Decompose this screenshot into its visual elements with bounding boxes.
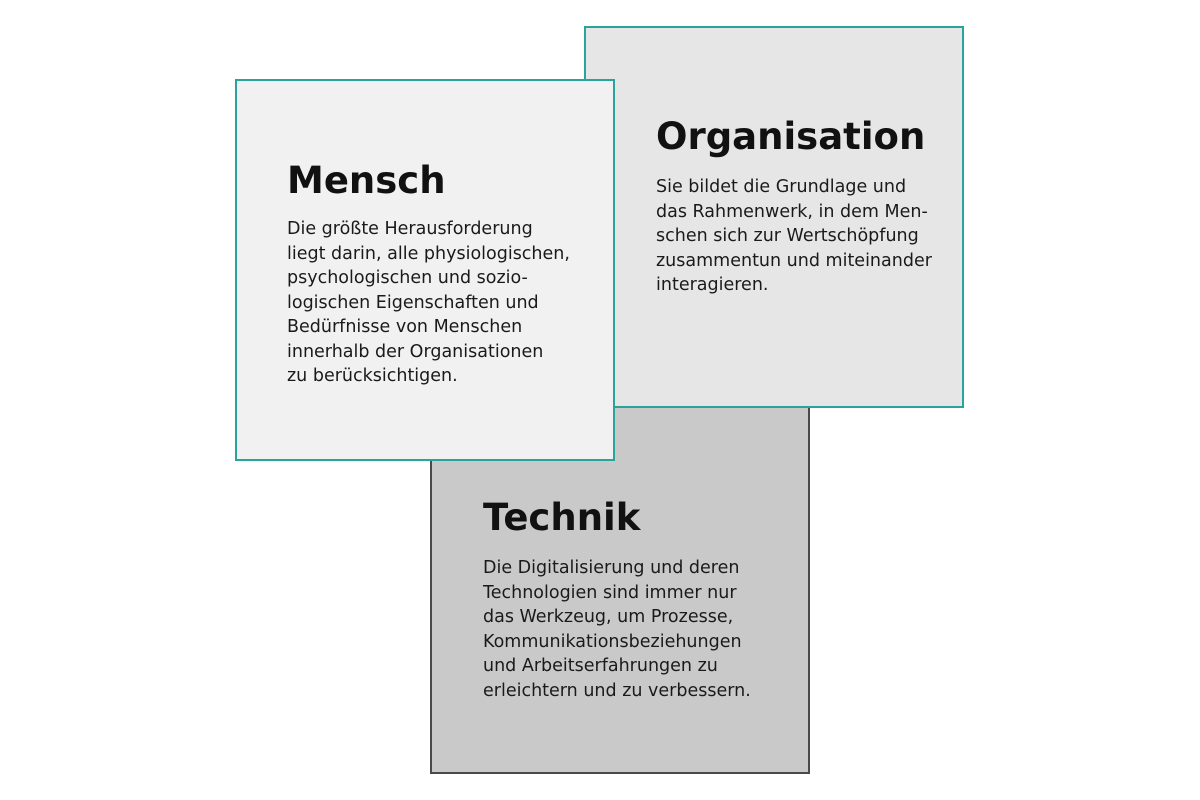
technik-text-line: Technologien sind immer nur [483,582,737,603]
technik-text-line: Die Digitalisierung und deren [483,558,740,578]
organisation-text-line: das Rahmenwerk, in dem Men- [656,201,928,222]
organisation-text-line: zusammentun und miteinander [656,250,932,271]
mensch-text-line: logischen Eigenschaften und [287,292,539,313]
mensch-text-line: Die größte Herausforderung [287,219,533,239]
organisation-text-line: Sie bildet die Grundlage und [656,177,907,197]
technik-text-line: Kommunikationsbeziehungen [483,631,742,652]
mensch-text-line: liegt darin, alle physiologischen, [287,243,570,264]
technik-description [483,556,751,703]
mensch-text-line: innerhalb der Organisationen [287,341,544,362]
technik-text-line: erleichtern und zu verbessern. [483,680,751,701]
technik-text-line: das Werkzeug, um Prozesse, [483,607,734,627]
organisation-box [584,26,964,408]
mensch-title: Mensch [287,159,446,202]
technik-text-line: und Arbeitserfahrungen zu [483,656,718,676]
organisation-text-line: interagieren. [656,275,769,295]
mensch-description [287,217,570,389]
organisation-text-line: schen sich zur Wertschöpfung [656,226,919,246]
mensch-text-line: zu berücksichtigen. [287,366,458,386]
mensch-text-line: Bedürfnisse von Menschen [287,317,523,337]
organisation-title: Organisation [656,115,926,158]
technik-title: Technik [483,496,641,539]
mensch-box [235,79,615,461]
organisation-description [656,175,932,298]
mensch-text-line: psychologischen und sozio- [287,268,528,288]
